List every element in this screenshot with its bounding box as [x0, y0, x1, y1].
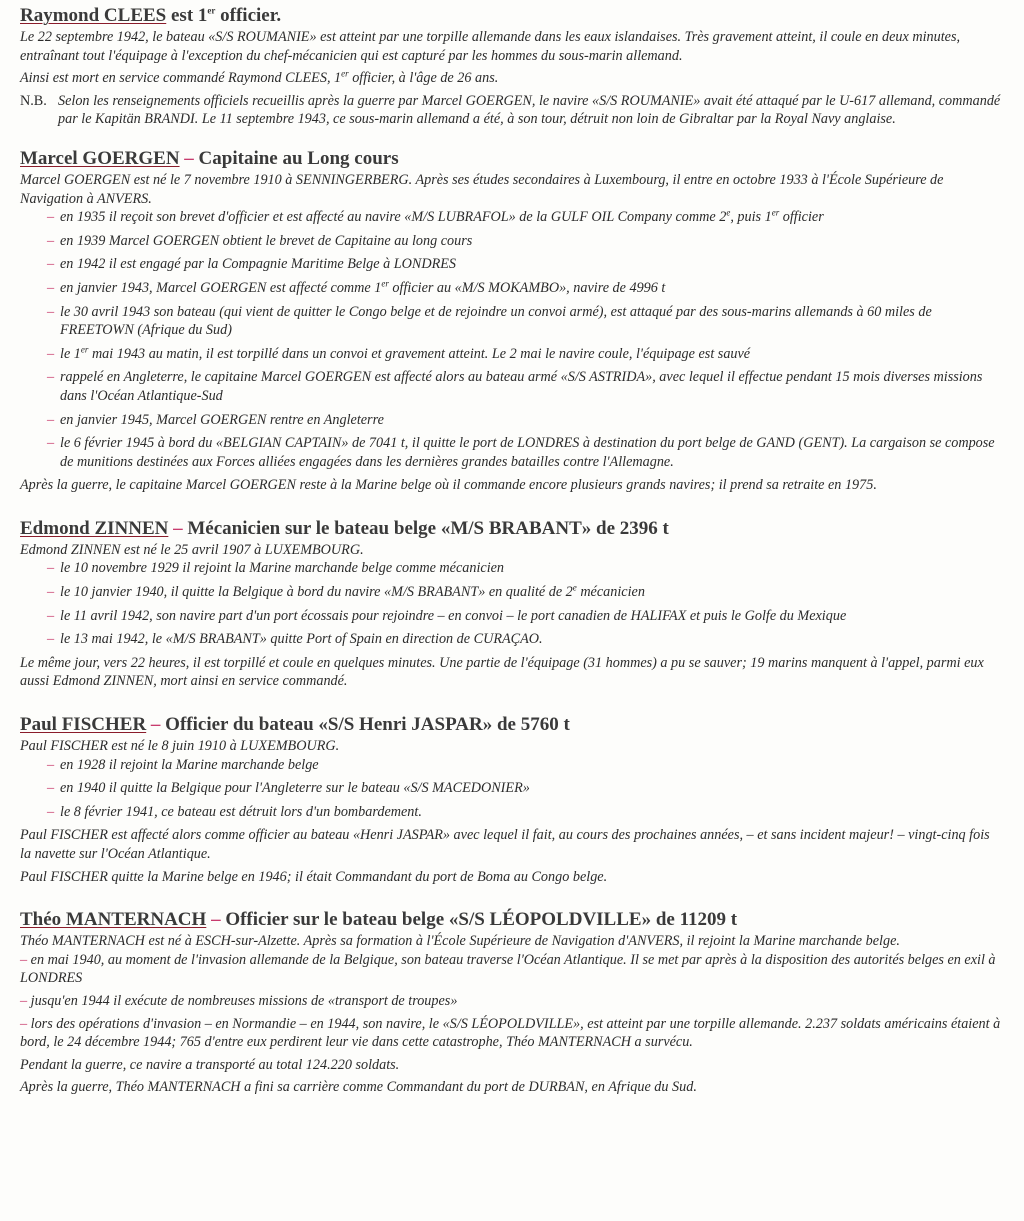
list-item: – en 1939 Marcel GOERGEN obtient le brevet de Capitaine au long cours: [20, 232, 1004, 251]
list-item: – en 1942 il est engagé par la Compagnie Maritime Belge à LONDRES: [20, 255, 1004, 274]
section-heading: Marcel GOERGEN – Capitaine au Long cours: [20, 147, 399, 169]
item-list: [20, 208, 1004, 471]
list-item: – en 1940 il quitte la Belgique pour l'Angleterre sur le bateau «S/S MACEDONIER»: [20, 779, 1004, 798]
list-item: – rappelé en Angleterre, le capitaine Marcel GOERGEN est affecté alors au bateau armé «S/S ASTRIDA», avec lequel il effectue pendant 15 mois diverses missions dans l'Océan Atlantique-Sud: [20, 368, 1004, 405]
section-heading: Théo MANTERNACH – Officier sur le bateau belge «S/S LÉOPOLDVILLE» de 11209 t: [20, 909, 738, 931]
list-item: – le 8 février 1941, ce bateau est détruit lors d'un bombardement.: [20, 803, 1004, 822]
person-name: Théo MANTERNACH: [20, 909, 207, 931]
person-name: Paul FISCHER: [20, 714, 147, 736]
paragraph: Après la guerre, Théo MANTERNACH a fini sa carrière comme Commandant du port de DURBAN, en Afrique du Sud.: [20, 1079, 697, 1096]
section-heading: [20, 4, 1004, 28]
paragraph: Théo MANTERNACH est né à ESCH-sur-Alzette. Après sa formation à l'École Supérieure de Navigation d'ANVERS, il rejoint la Marine marchande belge.: [20, 933, 900, 950]
person-name: Raymond CLEES: [20, 5, 167, 26]
person-name: Marcel GOERGEN: [20, 147, 180, 169]
list-item: – en janvier 1945, Marcel GOERGEN rentre en Angleterre: [20, 411, 1004, 430]
nota-bene: [20, 92, 1004, 129]
paragraph: Paul FISCHER quitte la Marine belge en 1946; il était Commandant du port de Boma au Congo belge.: [20, 868, 608, 885]
section-heading: Edmond ZINNEN – Mécanicien sur le bateau belge «M/S BRABANT» de 2396 t: [20, 517, 669, 539]
heading-title: Mécanicien sur le bateau belge «M/S BRABANT» de 2396 t: [182, 517, 669, 539]
section-theo-manternach: [20, 908, 1004, 1097]
paragraph: Edmond ZINNEN est né le 25 avril 1907 à LUXEMBOURG.: [20, 541, 364, 558]
heading-title: est 1er officier.: [171, 5, 282, 26]
list-item: – le 6 février 1945 à bord du «BELGIAN CAPTAIN» de 7041 t, il quitte le port de LONDRES à destination du port belge de GAND (GENT). La cargaison se compose de munitions destinées aux Forces alliées engagées dans les dernières grandes batailles contre l'Allemagne.: [20, 434, 1004, 471]
list-item: – le 1er mai 1943 au matin, il est torpillé dans un convoi et gravement atteint. Le 2 mai le navire coule, l'équipage est sauvé: [20, 345, 1004, 364]
item-list: [20, 756, 1004, 822]
list-item: – le 30 avril 1943 son bateau (qui vient de quitter le Congo belge et de rejoindre un convoi armé), est attaqué par des sous-marins allemands à 60 miles de FREETOWN (Afrique du Sud): [20, 303, 1004, 340]
section-edmond-zinnen: [20, 517, 1004, 691]
list-item: – le 10 janvier 1940, il quitte la Belgique à bord du navire «M/S BRABANT» en qualité de 2e mécanicien: [20, 583, 1004, 602]
paragraph: Paul FISCHER est né le 8 juin 1910 à LUXEMBOURG.: [20, 738, 340, 755]
paragraph: Marcel GOERGEN est né le 7 novembre 1910 à SENNINGERBERG. Après ses études secondaires à Luxembourg, il entre en octobre 1933 à l'École Supérieure de Navigation à ANVERS.: [20, 171, 944, 207]
paragraph: Pendant la guerre, ce navire a transporté au total 124.220 soldats.: [20, 1056, 400, 1073]
paragraph: Le 22 septembre 1942, le bateau «S/S ROUMANIE» est atteint par une torpille allemande dans les eaux islandaises. Très gravement atteint, il coule en deux minutes, entraînant tout l'équipage à l'exception du chef-mécanicien qui est capturé par les hommes du sous-marin allemand.: [20, 29, 961, 64]
paragraph: Après la guerre, le capitaine Marcel GOERGEN reste à la Marine belge où il commande encore plusieurs grands navires; il prend sa retraite en 1975.: [20, 477, 877, 494]
section-paul-fischer: [20, 713, 1004, 886]
list-item: – en 1928 il rejoint la Marine marchande belge: [20, 756, 1004, 775]
list-item: – le 13 mai 1942, le «M/S BRABANT» quitte Port of Spain en direction de CURAÇAO.: [20, 630, 1004, 649]
list-item: – en janvier 1943, Marcel GOERGEN est affecté comme 1er officier au «M/S MOKAMBO», navire de 4996 t: [20, 279, 1004, 298]
paragraph: Paul FISCHER est affecté alors comme officier au bateau «Henri JASPAR» avec lequel il fait, au cours des prochaines années, – et sans incident majeur! – vingt-cinq fois la navette sur l'Océan Atlantique.: [20, 827, 990, 862]
heading-title: Officier sur le bateau belge «S/S LÉOPOLDVILLE» de 11209 t: [220, 909, 738, 931]
section-marcel-goergen: [20, 147, 1004, 495]
list-item: – le 11 avril 1942, son navire part d'un port écossais pour rejoindre – en convoi – le port canadien de HALIFAX et puis le Golfe du Mexique: [20, 607, 1004, 626]
list-item: – en 1935 il reçoit son brevet d'officier et est affecté au navire «M/S LUBRAFOL» de la GULF OIL Company comme 2e, puis 1er officier: [20, 208, 1004, 227]
heading-title: Capitaine au Long cours: [193, 147, 399, 169]
heading-title: Officier du bateau «S/S Henri JASPAR» de 5760 t: [160, 714, 570, 736]
item-list: [20, 559, 1004, 648]
list-item: – le 10 novembre 1929 il rejoint la Marine marchande belge comme mécanicien: [20, 559, 1004, 578]
dash-line: – en mai 1940, au moment de l'invasion allemande de la Belgique, son bateau traverse l'Océan Atlantique. Il se met par après à la disposition des autorités belges en exil à LONDRES: [20, 951, 996, 987]
paragraph: Ainsi est mort en service commandé Raymond CLEES, 1er officier, à l'âge de 26 ans.: [20, 68, 499, 87]
dash-line: – jusqu'en 1944 il exécute de nombreuses missions de «transport de troupes»: [20, 992, 458, 1009]
dash-line: – lors des opérations d'invasion – en Normandie – en 1944, son navire, le «S/S LÉOPOLDVILLE», est atteint par une torpille allemande. 2.237 soldats américains étaient à bord, le 24 décembre 1944; 765 d'entre eux perdirent leur vie dans cette catastrophe, Théo MANTERNACH a survécu.: [20, 1015, 1001, 1051]
section-raymond-clees: [20, 4, 1004, 129]
nb-tag: N.B.: [20, 92, 47, 109]
section-heading: Paul FISCHER – Officier du bateau «S/S Henri JASPAR» de 5760 t: [20, 714, 570, 736]
person-name: Edmond ZINNEN: [20, 517, 169, 539]
nb-text: Selon les renseignements officiels recueillis après la guerre par Marcel GOERGEN, le navire «S/S ROUMANIE» avait été attaqué par le U-617 allemand, commandé par le Kapitän BRANDI. Le 11 septembre 1943, ce sous-marin allemand a été, à son tour, détruit non loin de Gibraltar par la Royal Navy anglaise.: [58, 92, 1001, 128]
paragraph: Le même jour, vers 22 heures, il est torpillé et coule en quelques minutes. Une partie de l'équipage (31 hommes) a pu se sauver; 19 marins manquent à l'appel, parmi eux aussi Edmond ZINNEN, mort ainsi en service commandé.: [20, 654, 984, 690]
